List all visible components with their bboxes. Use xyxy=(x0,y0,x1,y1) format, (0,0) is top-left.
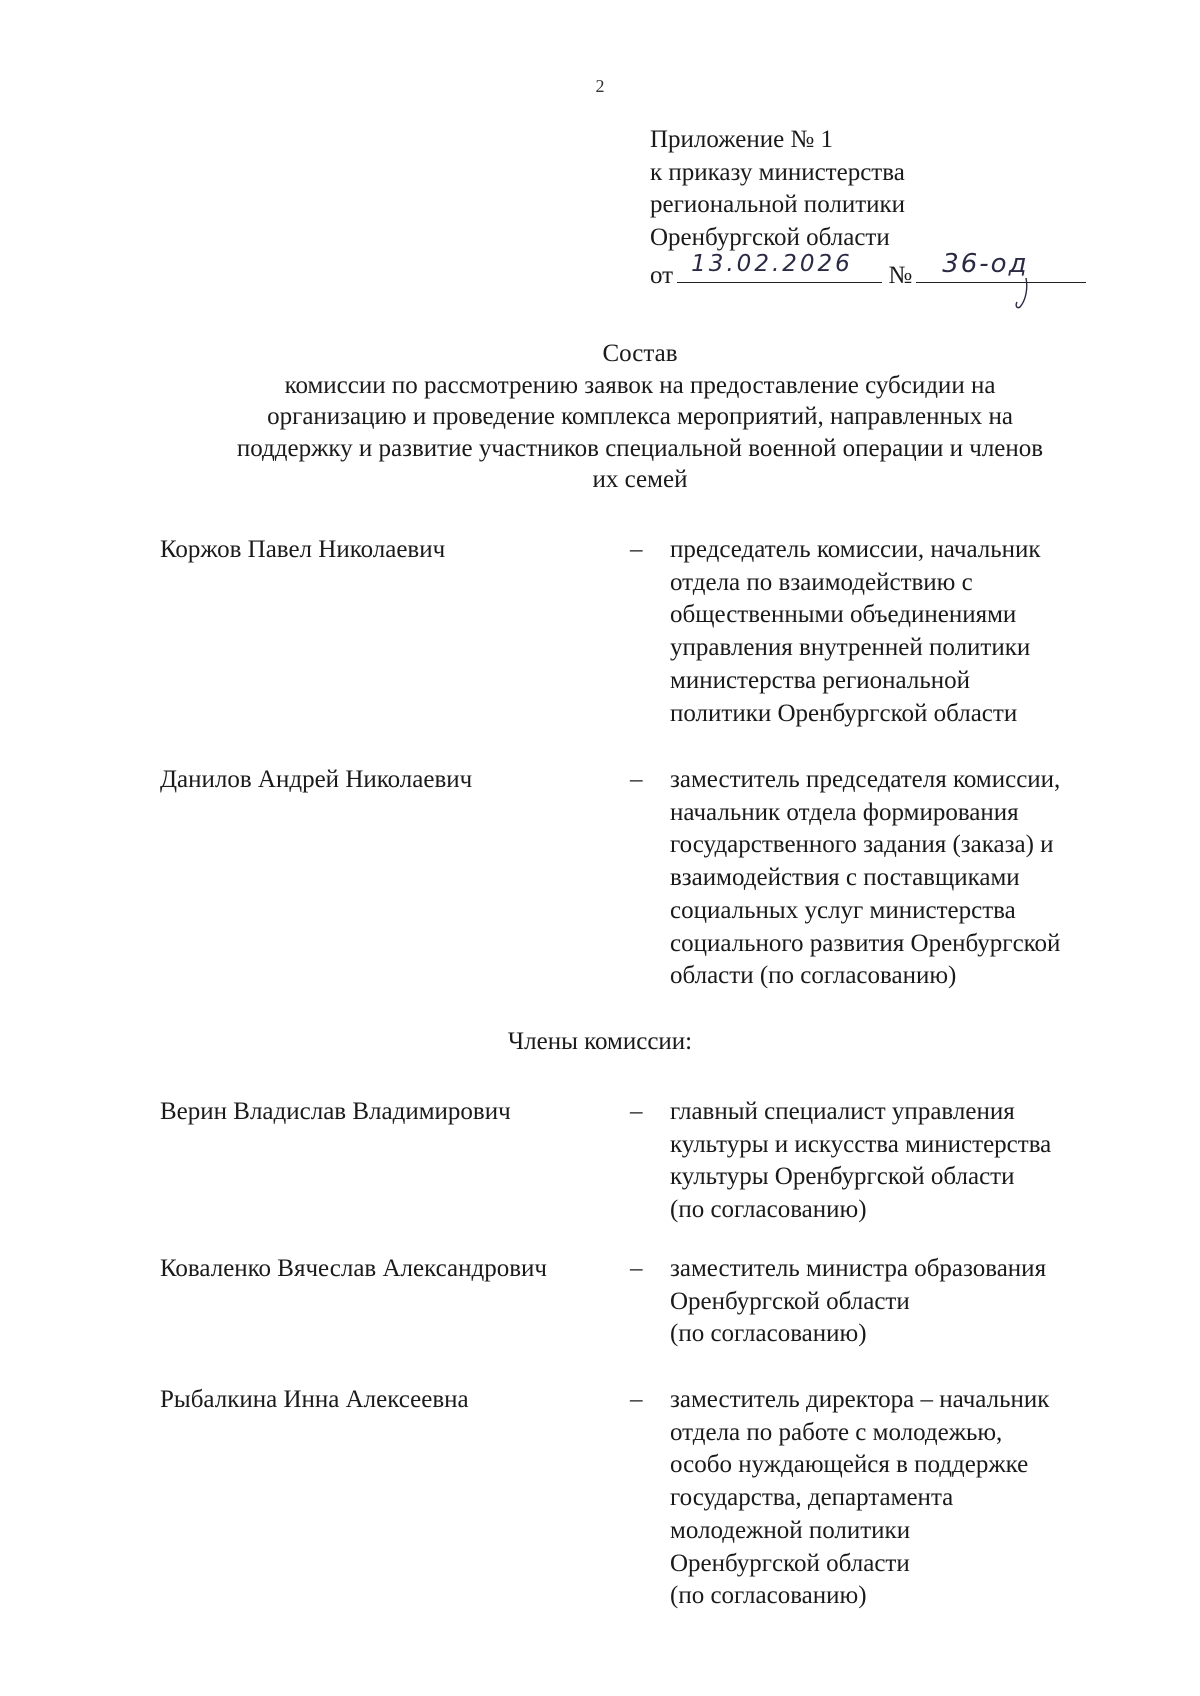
dash-separator: – xyxy=(630,766,643,793)
dash-separator: – xyxy=(630,536,643,563)
date-prefix: от xyxy=(650,262,674,289)
order-date-number-line xyxy=(650,248,1086,293)
position-line: социальных услуг министерства xyxy=(670,896,1016,924)
position-line: политики Оренбургской области xyxy=(670,699,1018,727)
position-line: Оренбургской области xyxy=(670,1287,910,1315)
handwritten-number: 36-од xyxy=(942,248,1029,279)
position-line: управления внутренней политики xyxy=(670,634,1031,662)
appendix-line: Приложение № 1 xyxy=(650,126,834,153)
position-line: министерства региональной xyxy=(670,666,970,694)
number-prefix: № xyxy=(888,262,913,289)
position-line: председатель комиссии, начальник xyxy=(670,536,1041,563)
handwriting-stroke xyxy=(1014,276,1032,310)
appendix-line: региональной политики xyxy=(650,191,906,218)
position-line: государства, департамента xyxy=(670,1484,954,1512)
position-line: заместитель министра образования xyxy=(670,1255,1047,1282)
member-name: Коржов Павел Николаевич xyxy=(160,536,446,563)
document-heading xyxy=(150,338,1130,496)
position-line: (по согласованию) xyxy=(670,1320,867,1348)
appendix-line: к приказу министерства xyxy=(650,158,905,186)
member-name: Коваленко Вячеслав Александрович xyxy=(160,1255,547,1282)
page-number: 2 xyxy=(595,76,605,96)
position-line: (по согласованию) xyxy=(670,1196,867,1224)
dash-separator: – xyxy=(630,1386,643,1413)
date-fill-line xyxy=(677,250,882,283)
dash-separator: – xyxy=(630,1255,643,1282)
member-name: Данилов Андрей Николаевич xyxy=(160,766,473,793)
heading-line: Состав xyxy=(602,340,678,367)
position-line: начальник отдела формирования xyxy=(670,798,1019,826)
position-line: общественными объединениями xyxy=(670,601,1017,629)
member-position xyxy=(670,764,1120,993)
position-line: заместитель председателя комиссии, xyxy=(670,766,1061,793)
position-line: Оренбургской области xyxy=(670,1549,910,1577)
position-line: культуры и искусства министерства xyxy=(670,1130,1052,1158)
appendix-block xyxy=(650,124,1086,293)
position-line: особо нуждающейся в поддержке xyxy=(670,1451,1029,1479)
position-line: культуры Оренбургской области xyxy=(670,1163,1015,1191)
number-fill-line xyxy=(916,248,1086,283)
position-line: (по согласованию) xyxy=(670,1582,867,1610)
heading-line: их семей xyxy=(592,466,688,493)
dash-separator: – xyxy=(630,1098,643,1125)
appendix-line: Оренбургской области xyxy=(650,223,890,251)
position-line: социального развития Оренбургской xyxy=(670,929,1061,957)
position-line: отдела по взаимодействию с xyxy=(670,568,973,596)
handwritten-date: 13.02.2026 xyxy=(691,250,853,277)
member-position xyxy=(670,1253,1120,1351)
heading-line: организацию и проведение комплекса мероприятий, направленных на xyxy=(267,403,1013,430)
member-name: Верин Владислав Владимирович xyxy=(160,1098,511,1125)
position-line: молодежной политики xyxy=(670,1516,911,1544)
position-line: области (по согласованию) xyxy=(670,962,957,990)
heading-line: поддержку и развитие участников специальной военной операции и членов xyxy=(236,434,1044,462)
member-position xyxy=(670,1096,1120,1227)
member-name: Рыбалкина Инна Алексеевна xyxy=(160,1386,469,1413)
position-line: государственного задания (заказа) и xyxy=(670,831,1054,859)
heading-line: комиссии по рассмотрению заявок на предоставление субсидии на xyxy=(284,371,996,399)
position-line: отдела по работе с молодежью, xyxy=(670,1418,1003,1446)
position-line: главный специалист управления xyxy=(670,1098,1015,1125)
position-line: взаимодействия с поставщиками xyxy=(670,864,1020,892)
member-position xyxy=(670,534,1120,730)
members-heading: Члены комиссии: xyxy=(507,1028,693,1055)
position-line: заместитель директора – начальник xyxy=(670,1386,1050,1413)
member-position xyxy=(670,1384,1120,1613)
